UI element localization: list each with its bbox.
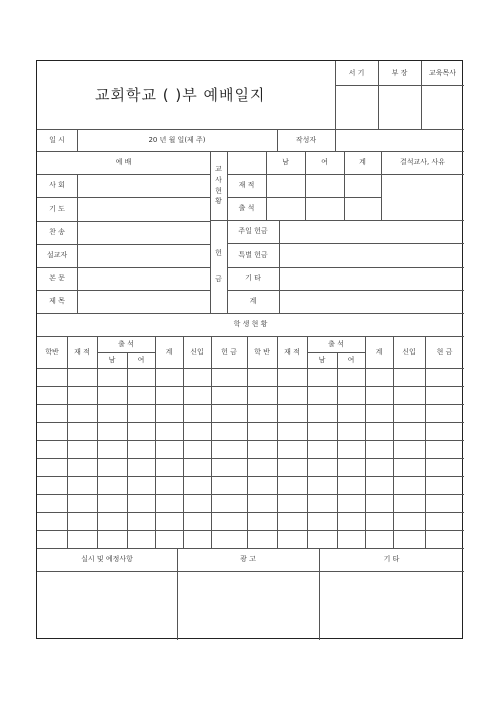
worship-row-subject: 제 목 <box>49 297 65 305</box>
footer-notes-field[interactable] <box>37 571 177 640</box>
author-label: 작성자 <box>295 135 317 144</box>
date-value[interactable]: 20 년 월 일(제 주) <box>148 135 206 144</box>
status-header-female: 여 <box>321 158 328 166</box>
date-label: 일 시 <box>49 135 65 144</box>
student-header-right-3: 계 <box>375 347 383 356</box>
status-header-male: 남 <box>282 158 289 166</box>
student-header-right-2: 출 석 <box>328 339 344 348</box>
rule-student-row <box>37 422 464 423</box>
student-header-right-0: 학 반 <box>254 347 270 356</box>
worship-row-prayer: 기 도 <box>49 204 65 213</box>
student-header-left-1: 재 적 <box>74 347 90 356</box>
student-header-left-4: 신입 <box>190 347 204 356</box>
approval-secretary-label: 서 기 <box>348 68 365 77</box>
footer-announce-field[interactable] <box>177 571 319 640</box>
worship-log-form <box>36 60 463 639</box>
rule-student-row <box>37 440 464 441</box>
student-gender-female: 여 <box>347 355 355 364</box>
page-title: 교회학교 ( )부 예배일지 <box>95 85 266 104</box>
status-row-present: 출 석 <box>238 204 255 212</box>
footer-notes-label: 실시 및 예정사항 <box>81 555 133 563</box>
rule-student-row <box>37 476 464 477</box>
rule-student-col <box>127 352 128 548</box>
footer-other-field[interactable] <box>319 571 464 640</box>
student-header-left-0: 학반 <box>45 347 59 356</box>
worship-row-scripture: 본 문 <box>49 274 65 282</box>
approval-pastor-sign[interactable] <box>421 85 464 129</box>
offering-row-other: 기 타 <box>245 274 261 282</box>
approval-head-label: 부 장 <box>391 68 408 77</box>
offering-row-total: 계 <box>249 297 257 305</box>
offering-row-sunday: 주일 헌금 <box>238 227 268 235</box>
student-header-left-5: 헌 금 <box>221 347 237 356</box>
student-header-right-1: 재 적 <box>284 347 300 356</box>
worship-row-presider: 사 회 <box>49 181 65 189</box>
students-section-title: 학 생 현 황 <box>233 320 268 328</box>
student-gender-male: 남 <box>318 355 326 364</box>
approval-pastor-label: 교육목사 <box>428 68 457 77</box>
student-header-right-4: 신입 <box>402 347 416 356</box>
student-header-left-2: 출 석 <box>118 339 134 348</box>
rule-student-col <box>337 352 338 548</box>
worship-row-preacher: 설교자 <box>46 251 68 259</box>
approval-head-sign[interactable] <box>378 85 421 129</box>
footer-announce-label: 광 고 <box>240 555 256 563</box>
status-header-total: 계 <box>359 158 366 166</box>
status-row-enrolled: 재 적 <box>238 181 255 189</box>
worship-row-hymn: 찬 송 <box>49 228 65 236</box>
rule-student-row <box>37 530 464 531</box>
worship-header: 예 배 <box>115 158 132 166</box>
footer-other-label: 기 타 <box>383 555 400 563</box>
rule-student-row <box>37 458 464 459</box>
student-header-right-5: 현 금 <box>436 347 453 356</box>
rule-student-row <box>37 404 464 405</box>
student-gender-female: 여 <box>137 355 145 364</box>
student-gender-male: 남 <box>108 355 116 364</box>
offering-side-label: 헌금 <box>215 249 222 283</box>
teacher-status-side-label: 교사현황 <box>215 164 222 206</box>
status-header-absent: 결석교사, 사유 <box>399 158 446 166</box>
rule-student-row <box>37 386 464 387</box>
rule-student-row <box>37 368 464 369</box>
rule-student-row <box>37 512 464 513</box>
rule-student-row <box>37 494 464 495</box>
student-header-left-3: 계 <box>165 347 173 356</box>
approval-secretary-sign[interactable] <box>335 85 378 129</box>
author-field[interactable] <box>335 129 464 151</box>
offering-row-special: 특별 헌금 <box>238 250 268 259</box>
